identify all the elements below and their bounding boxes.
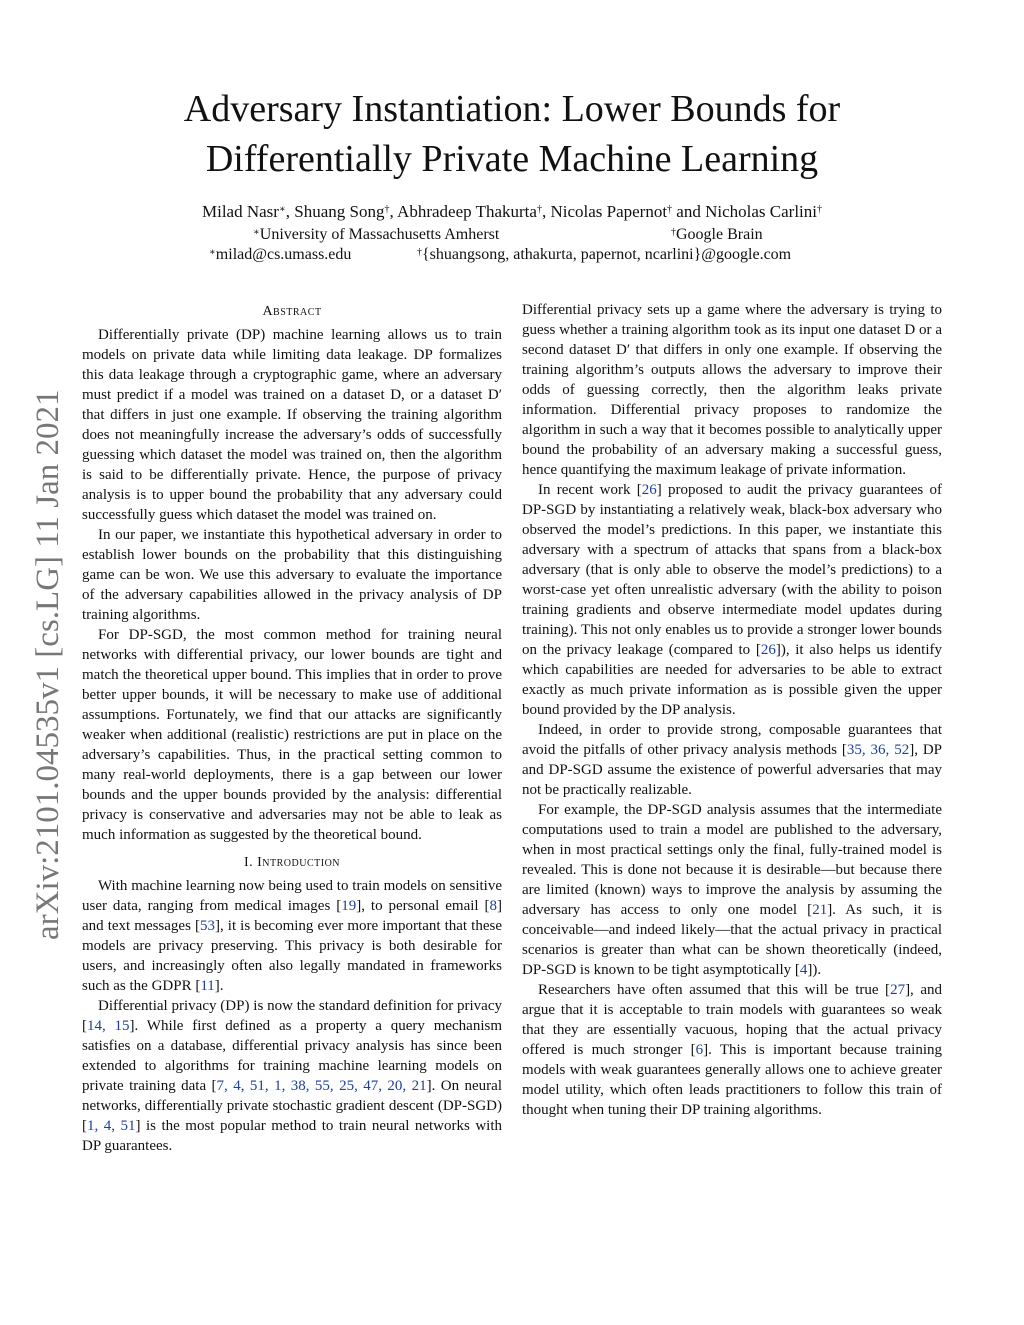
right-column	[522, 300, 942, 1120]
citation-link[interactable]: 35, 36, 52	[846, 742, 910, 758]
citation-link[interactable]: 27	[890, 982, 906, 998]
author-mark: ∗	[278, 204, 286, 215]
abstract-paragraph-2: In our paper, we instantiate this hypothetical adversary in order to establish lower bounds on the probability that this distinguishing game can be won. We use this adversary to evaluate the importance of the adversary capabilities allowed in the privacy analysis of DP training algorithms.	[82, 527, 502, 623]
paper-title	[100, 84, 924, 184]
author-papernot: Nicolas Papernot	[550, 202, 668, 221]
author-mark: †	[536, 204, 542, 215]
introduction-heading: I. Introduction	[243, 855, 341, 870]
citation-link[interactable]: 26	[760, 642, 776, 658]
intro-paragraph-6: For example, the DP-SGD analysis assumes that the intermediate computations used to train a model are published to the adversary, when in most practical settings only the final, fully-trained model is revealed. This is done not because it is desirable—but because there are limited (known) ways to improve the analysis by assuming the adversary has access to only one model [21]. As such, it is conceivable—and indeed likely—that the actual privacy in practical scenarios is greater than what can be shown theoretically (indeed, DP-SGD is known to be tight asymptotically [4]).	[522, 802, 942, 978]
citation-link[interactable]: 19	[341, 898, 357, 914]
affiliation-google: †Google Brain	[671, 226, 763, 243]
email-umass: ∗milad@cs.umass.edu	[209, 246, 352, 263]
left-column	[82, 300, 502, 1156]
citation-link[interactable]: 21	[812, 902, 828, 918]
abstract-paragraph-1: Differentially private (DP) machine learning allows us to train models on private data while limiting data leakage. DP formalizes this data leakage through a cryptographic game, where an adversary must predict if a model was trained on a dataset D, or a dataset D′ that differs in just one example. If observing the training algorithm does not meaningfully increase the adversary’s odds of successfully guessing which dataset the model was trained on, then the algorithm is said to be differentially private. Hence, the purpose of privacy analysis is to upper bound the probability that any adversary could successfully guess which dataset the model was trained on.	[82, 327, 502, 523]
intro-paragraph-1: With machine learning now being used to train models on sensitive user data, ranging from medical images [19], to personal email [8] and text messages [53], it is becoming ever more important that these models are privacy preserving. This privacy is both desirable for users, and increasingly often also legally mandated in frameworks such as the GDPR [11].	[82, 878, 502, 994]
author-thakurta: Abhradeep Thakurta	[397, 202, 537, 221]
author-mark: †	[384, 204, 390, 215]
title-line-2: Differentially Private Machine Learning	[205, 138, 819, 180]
author-carlini: Nicholas Carlini	[705, 202, 817, 221]
citation-link[interactable]: 1, 4, 51	[87, 1118, 136, 1134]
citation-link[interactable]: 53	[199, 918, 215, 934]
arxiv-identifier: arXiv:2101.04535v1 [cs.LG] 11 Jan 2021	[30, 389, 66, 940]
citation-link[interactable]: 8	[489, 898, 497, 914]
citation-link[interactable]: 26	[641, 482, 657, 498]
author-song: Shuang Song	[294, 202, 385, 221]
title-line-1: Adversary Instantiation: Lower Bounds for	[183, 88, 841, 130]
abstract-paragraph-3: For DP-SGD, the most common method for training neural networks with differential privacy, our lower bounds are tight and match the theoretical upper bound. This implies that in order to prove better upper bounds, it will be necessary to make use of additional assumptions. Fortunately, we find that our attacks are significantly weaker when additional (realistic) restrictions are put in place on the adversary’s capabilities. Thus, in the practical setting common to many real-world deployments, there is a gap between our lower bounds and the upper bounds provided by the analysis: differential privacy is conservative and adversaries may not be able to leak as much information as suggested by the theoretical bound.	[82, 627, 502, 843]
intro-paragraph-3: Differential privacy sets up a game where the adversary is trying to guess whether a training algorithm took as its input one dataset D or a second dataset D′ that differs in only one example. If observing the training algorithm’s outputs allows the adversary to improve their odds of guessing correctly, then the algorithm leaks private information. Differential privacy proposes to randomize the algorithm in such a way that it becomes possible to analytically upper bound the probability of an adversary making a successful guess, hence quantifying the maximum leakage of private information.	[522, 302, 942, 478]
intro-paragraph-7: Researchers have often assumed that this will be true [27], and argue that it is acceptable to train models with guarantees so weak that they are essentially vacuous, hoping that the actual privacy offered is much stronger [6]. This is important because training models with weak guarantees generally allows one to achieve greater model utility, which often leads practitioners to follow this train of thought when tuning their DP training algorithms.	[522, 982, 943, 1118]
citation-link[interactable]: 11	[200, 978, 215, 994]
author-mark: †	[667, 204, 673, 215]
intro-paragraph-2: Differential privacy (DP) is now the standard definition for privacy [14, 15]. While first defined as a property a query mechanism satisfies on a database, differential privacy analysis has since been extended to algorithms for training machine learning models on private training data [7, 4, 51, 1, 38, 55, 25, 47, 20, 21]. On neural networks, differentially private stochastic gradient descent (DP-SGD) [1, 4, 51] is the most popular method to train neural networks with DP guarantees.	[82, 998, 503, 1154]
author-nasr: Milad Nasr	[202, 202, 279, 221]
abstract-heading: Abstract	[262, 304, 322, 319]
citation-link[interactable]: 6	[695, 1042, 704, 1058]
intro-paragraph-4: In recent work [26] proposed to audit the privacy guarantees of DP-SGD by instantiating a relatively weak, black-box adversary who observed the model’s predictions. In this paper, we instantiate this adversary with a spectrum of attacks that spans from a black-box adversary (that is only able to observe the model’s predictions) to a worst-case yet often unrealistic adversary (with the ability to poison training gradients and observe intermediate model updates during training). This not only enables us to provide a stronger lower bounds on the privacy leakage (compared to [26]), it also helps us identify which capabilities are needed for adversaries to be able to extract exactly as much private information as is possible given the upper bound provided by the DP analysis.	[522, 482, 942, 718]
affiliation-umass: ∗University of Massachusetts Amherst	[253, 226, 500, 243]
author-list: Milad Nasr∗, Shuang Song†, Abhradeep Thakurta†, Nicolas Papernot† and Nicholas Carlini†	[202, 202, 822, 221]
intro-paragraph-5: Indeed, in order to provide strong, composable guarantees that avoid the pitfalls of other privacy analysis methods [35, 36, 52], DP and DP-SGD assume the existence of powerful adversaries that may not be practically realizable.	[522, 722, 943, 798]
author-mark: †	[817, 204, 822, 215]
citation-link[interactable]: 7, 4, 51, 1, 38, 55, 25, 47, 20, 21	[216, 1078, 427, 1094]
citation-link[interactable]: 4	[799, 962, 808, 978]
email-google: †{shuangsong, athakurta, papernot, ncarlini}@google.com	[417, 246, 792, 263]
citation-link[interactable]: 14, 15	[87, 1018, 130, 1034]
